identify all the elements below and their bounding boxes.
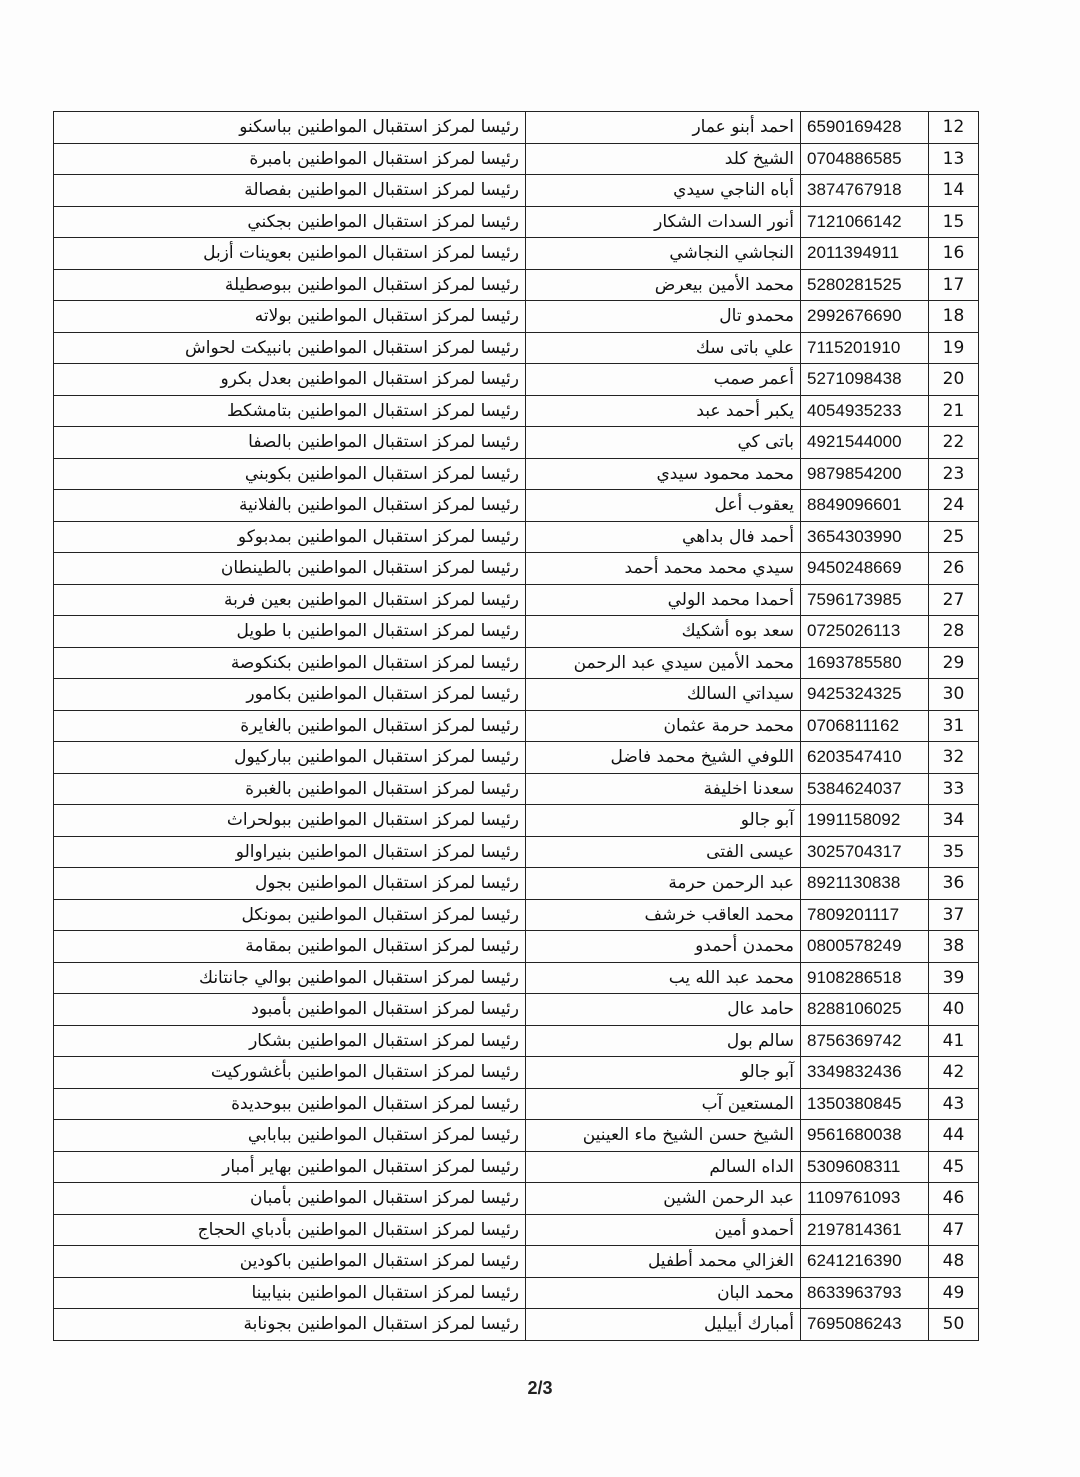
id-number-cell: 3874767918 (801, 175, 929, 207)
table-row (54, 1309, 979, 1341)
row-number-cell: 27 (929, 584, 979, 616)
id-number-cell: 0725026113 (801, 616, 929, 648)
table-row (54, 301, 979, 333)
row-number-cell: 16 (929, 238, 979, 270)
id-number-cell: 9879854200 (801, 458, 929, 490)
table-row (54, 1151, 979, 1183)
row-number-cell: 46 (929, 1183, 979, 1215)
id-number-cell: 5271098438 (801, 364, 929, 396)
person-name-cell: احمد أبنو عمار (526, 112, 801, 144)
row-number-cell: 30 (929, 679, 979, 711)
id-number-cell: 8633963793 (801, 1277, 929, 1309)
person-name-cell: محمدو تال (526, 301, 801, 333)
person-name-cell: آبو جالو (526, 805, 801, 837)
id-number-cell: 7695086243 (801, 1309, 929, 1341)
person-name-cell: سيدي محمد محمد أحمد (526, 553, 801, 585)
appointments-table (53, 111, 979, 1341)
id-number-cell: 7596173985 (801, 584, 929, 616)
id-number-cell: 6203547410 (801, 742, 929, 774)
appointment-role-cell: رئيسا لمركز استقبال المواطنين بمدبوكو (54, 521, 526, 553)
id-number-cell: 8849096601 (801, 490, 929, 522)
id-number-cell: 6241216390 (801, 1246, 929, 1278)
appointment-role-cell: رئيسا لمركز استقبال المواطنين بوالي جانتانك (54, 962, 526, 994)
person-name-cell: الشيخ كلد (526, 143, 801, 175)
table-row (54, 143, 979, 175)
appointment-role-cell: رئيسا لمركز استقبال المواطنين بأمبان (54, 1183, 526, 1215)
appointment-role-cell: رئيسا لمركز استقبال المواطنين بالطينطان (54, 553, 526, 585)
id-number-cell: 9561680038 (801, 1120, 929, 1152)
table-row (54, 962, 979, 994)
id-number-cell: 9450248669 (801, 553, 929, 585)
id-number-cell: 2011394911 (801, 238, 929, 270)
table-row (54, 490, 979, 522)
table-row (54, 868, 979, 900)
id-number-cell: 1109761093 (801, 1183, 929, 1215)
row-number-cell: 44 (929, 1120, 979, 1152)
row-number-cell: 42 (929, 1057, 979, 1089)
person-name-cell: محمد الأمين بيعرض (526, 269, 801, 301)
id-number-cell: 0800578249 (801, 931, 929, 963)
id-number-cell: 0704886585 (801, 143, 929, 175)
person-name-cell: عبد الرحمن الشين (526, 1183, 801, 1215)
row-number-cell: 45 (929, 1151, 979, 1183)
person-name-cell: محمد العاقب خرشف (526, 899, 801, 931)
appointment-role-cell: رئيسا لمركز استقبال المواطنين بامبرة (54, 143, 526, 175)
appointment-role-cell: رئيسا لمركز استقبال المواطنين ببوصطيلة (54, 269, 526, 301)
table-row (54, 994, 979, 1026)
row-number-cell: 19 (929, 332, 979, 364)
person-name-cell: محمد حرمة عثمان (526, 710, 801, 742)
appointment-role-cell: رئيسا لمركز استقبال المواطنين بجول (54, 868, 526, 900)
table-row (54, 710, 979, 742)
appointment-role-cell: رئيسا لمركز استقبال المواطنين باكودين (54, 1246, 526, 1278)
table-row (54, 616, 979, 648)
table-row (54, 899, 979, 931)
id-number-cell: 6590169428 (801, 112, 929, 144)
table-row (54, 805, 979, 837)
person-name-cell: حامد عال (526, 994, 801, 1026)
table-row (54, 742, 979, 774)
table-row (54, 773, 979, 805)
id-number-cell: 4054935233 (801, 395, 929, 427)
row-number-cell: 34 (929, 805, 979, 837)
id-number-cell: 3025704317 (801, 836, 929, 868)
row-number-cell: 35 (929, 836, 979, 868)
appointment-role-cell: رئيسا لمركز استقبال المواطنين بنيابينا (54, 1277, 526, 1309)
table-row (54, 1088, 979, 1120)
person-name-cell: سيداتي السالك (526, 679, 801, 711)
appointment-role-cell: رئيسا لمركز استقبال المواطنين بهاير أمبار (54, 1151, 526, 1183)
person-name-cell: أحمد فال بداهي (526, 521, 801, 553)
appointment-role-cell: رئيسا لمركز استقبال المواطنين بالغبرة (54, 773, 526, 805)
row-number-cell: 38 (929, 931, 979, 963)
row-number-cell: 28 (929, 616, 979, 648)
id-number-cell: 1991158092 (801, 805, 929, 837)
appointment-role-cell: رئيسا لمركز استقبال المواطنين بأمبود (54, 994, 526, 1026)
row-number-cell: 36 (929, 868, 979, 900)
table-row (54, 206, 979, 238)
row-number-cell: 31 (929, 710, 979, 742)
row-number-cell: 14 (929, 175, 979, 207)
person-name-cell: الشيخ حسن الشيخ ماء العينين (526, 1120, 801, 1152)
id-number-cell: 2197814361 (801, 1214, 929, 1246)
person-name-cell: يعقوب أعل (526, 490, 801, 522)
person-name-cell: محمد الأمين سيدي عبد الرحمن (526, 647, 801, 679)
id-number-cell: 5384624037 (801, 773, 929, 805)
appointment-role-cell: رئيسا لمركز استقبال المواطنين بعين فربة (54, 584, 526, 616)
person-name-cell: آبو جالو (526, 1057, 801, 1089)
row-number-cell: 39 (929, 962, 979, 994)
appointment-role-cell: رئيسا لمركز استقبال المواطنين بالغايرة (54, 710, 526, 742)
row-number-cell: 47 (929, 1214, 979, 1246)
id-number-cell: 0706811162 (801, 710, 929, 742)
table-row (54, 1120, 979, 1152)
person-name-cell: علي باتى سك (526, 332, 801, 364)
appointment-role-cell: رئيسا لمركز استقبال المواطنين بأغشوركيت (54, 1057, 526, 1089)
id-number-cell: 3349832436 (801, 1057, 929, 1089)
appointment-role-cell: رئيسا لمركز استقبال المواطنين ببولحراث (54, 805, 526, 837)
person-name-cell: الداه السالم (526, 1151, 801, 1183)
appointment-role-cell: رئيسا لمركز استقبال المواطنين ببوحديدة (54, 1088, 526, 1120)
appointment-role-cell: رئيسا لمركز استقبال المواطنين بتامشكط (54, 395, 526, 427)
appointment-role-cell: رئيسا لمركز استقبال المواطنين بمونكل (54, 899, 526, 931)
person-name-cell: سالم بول (526, 1025, 801, 1057)
person-name-cell: محمدن أحمدو (526, 931, 801, 963)
table-row (54, 332, 979, 364)
person-name-cell: أباه الناجي سيدي (526, 175, 801, 207)
person-name-cell: اللوفي الشيخ محمد فاضل (526, 742, 801, 774)
row-number-cell: 25 (929, 521, 979, 553)
row-number-cell: 29 (929, 647, 979, 679)
id-number-cell: 3654303990 (801, 521, 929, 553)
row-number-cell: 26 (929, 553, 979, 585)
id-number-cell: 7121066142 (801, 206, 929, 238)
appointment-role-cell: رئيسا لمركز استقبال المواطنين بفصالة (54, 175, 526, 207)
appointment-role-cell: رئيسا لمركز استقبال المواطنين بالصفا (54, 427, 526, 459)
person-name-cell: أنور السدات الشكار (526, 206, 801, 238)
appointment-role-cell: رئيسا لمركز استقبال المواطنين بكامور (54, 679, 526, 711)
row-number-cell: 48 (929, 1246, 979, 1278)
id-number-cell: 9425324325 (801, 679, 929, 711)
table-row (54, 395, 979, 427)
table-row (54, 1025, 979, 1057)
table-row (54, 1277, 979, 1309)
person-name-cell: أحمدو أمين (526, 1214, 801, 1246)
id-number-cell: 5309608311 (801, 1151, 929, 1183)
person-name-cell: باتى كي (526, 427, 801, 459)
row-number-cell: 49 (929, 1277, 979, 1309)
row-number-cell: 15 (929, 206, 979, 238)
table-row (54, 238, 979, 270)
appointments-table-body (54, 112, 979, 1341)
row-number-cell: 32 (929, 742, 979, 774)
row-number-cell: 23 (929, 458, 979, 490)
id-number-cell: 7809201117 (801, 899, 929, 931)
id-number-cell: 1693785580 (801, 647, 929, 679)
person-name-cell: يكبر أحمد عبد (526, 395, 801, 427)
appointment-role-cell: رئيسا لمركز استقبال المواطنين ببابابي (54, 1120, 526, 1152)
table-row (54, 647, 979, 679)
appointment-role-cell: رئيسا لمركز استقبال المواطنين بجكني (54, 206, 526, 238)
id-number-cell: 7115201910 (801, 332, 929, 364)
row-number-cell: 13 (929, 143, 979, 175)
table-row (54, 679, 979, 711)
person-name-cell: أعمر صمب (526, 364, 801, 396)
row-number-cell: 40 (929, 994, 979, 1026)
appointment-role-cell: رئيسا لمركز استقبال المواطنين بجونابة (54, 1309, 526, 1341)
row-number-cell: 37 (929, 899, 979, 931)
id-number-cell: 4921544000 (801, 427, 929, 459)
id-number-cell: 8921130838 (801, 868, 929, 900)
table-row (54, 553, 979, 585)
table-row (54, 112, 979, 144)
row-number-cell: 43 (929, 1088, 979, 1120)
appointment-role-cell: رئيسا لمركز استقبال المواطنين بباركيول (54, 742, 526, 774)
appointment-role-cell: رئيسا لمركز استقبال المواطنين بولاته (54, 301, 526, 333)
table-row (54, 584, 979, 616)
row-number-cell: 22 (929, 427, 979, 459)
appointment-role-cell: رئيسا لمركز استقبال المواطنين بعوينات أزبل (54, 238, 526, 270)
row-number-cell: 17 (929, 269, 979, 301)
person-name-cell: محمد عبد الله يب (526, 962, 801, 994)
person-name-cell: محمد البان (526, 1277, 801, 1309)
row-number-cell: 33 (929, 773, 979, 805)
table-row (54, 1183, 979, 1215)
id-number-cell: 8756369742 (801, 1025, 929, 1057)
row-number-cell: 20 (929, 364, 979, 396)
page-number: 2/3 (527, 1378, 553, 1398)
row-number-cell: 41 (929, 1025, 979, 1057)
appointment-role-cell: رئيسا لمركز استقبال المواطنين بعدل بكرو (54, 364, 526, 396)
person-name-cell: سعد بوه أشكيك (526, 616, 801, 648)
row-number-cell: 18 (929, 301, 979, 333)
appointment-role-cell: رئيسا لمركز استقبال المواطنين بمقامة (54, 931, 526, 963)
person-name-cell: النجاشي النجاشي (526, 238, 801, 270)
person-name-cell: عيسى الفتى (526, 836, 801, 868)
person-name-cell: الغزالي محمد أطفيل (526, 1246, 801, 1278)
table-row (54, 836, 979, 868)
appointment-role-cell: رئيسا لمركز استقبال المواطنين بالفلانية (54, 490, 526, 522)
appointment-role-cell: رئيسا لمركز استقبال المواطنين بانبيكت لحواش (54, 332, 526, 364)
person-name-cell: سعدنا اخليفة (526, 773, 801, 805)
table-row (54, 175, 979, 207)
person-name-cell: عبد الرحمن حرمة (526, 868, 801, 900)
row-number-cell: 21 (929, 395, 979, 427)
row-number-cell: 24 (929, 490, 979, 522)
appointment-role-cell: رئيسا لمركز استقبال المواطنين بأدباي الحجاج (54, 1214, 526, 1246)
id-number-cell: 9108286518 (801, 962, 929, 994)
table-row (54, 1057, 979, 1089)
table-row (54, 427, 979, 459)
table-row (54, 364, 979, 396)
table-row (54, 458, 979, 490)
appointment-role-cell: رئيسا لمركز استقبال المواطنين بكوبني (54, 458, 526, 490)
person-name-cell: أحمدا محمد الولي (526, 584, 801, 616)
table-row (54, 521, 979, 553)
id-number-cell: 5280281525 (801, 269, 929, 301)
appointment-role-cell: رئيسا لمركز استقبال المواطنين بكنكوصة (54, 647, 526, 679)
appointment-role-cell: رئيسا لمركز استقبال المواطنين با طويل (54, 616, 526, 648)
table-row (54, 931, 979, 963)
row-number-cell: 50 (929, 1309, 979, 1341)
table-row (54, 1246, 979, 1278)
table-row (54, 269, 979, 301)
id-number-cell: 1350380845 (801, 1088, 929, 1120)
person-name-cell: أمبارك أبيليل (526, 1309, 801, 1341)
id-number-cell: 8288106025 (801, 994, 929, 1026)
person-name-cell: المستعين آب (526, 1088, 801, 1120)
appointment-role-cell: رئيسا لمركز استقبال المواطنين بنيراوالو (54, 836, 526, 868)
id-number-cell: 2992676690 (801, 301, 929, 333)
row-number-cell: 12 (929, 112, 979, 144)
table-row (54, 1214, 979, 1246)
appointment-role-cell: رئيسا لمركز استقبال المواطنين بشكار (54, 1025, 526, 1057)
appointment-role-cell: رئيسا لمركز استقبال المواطنين بباسكنو (54, 112, 526, 144)
person-name-cell: محمد محمود سيدي (526, 458, 801, 490)
